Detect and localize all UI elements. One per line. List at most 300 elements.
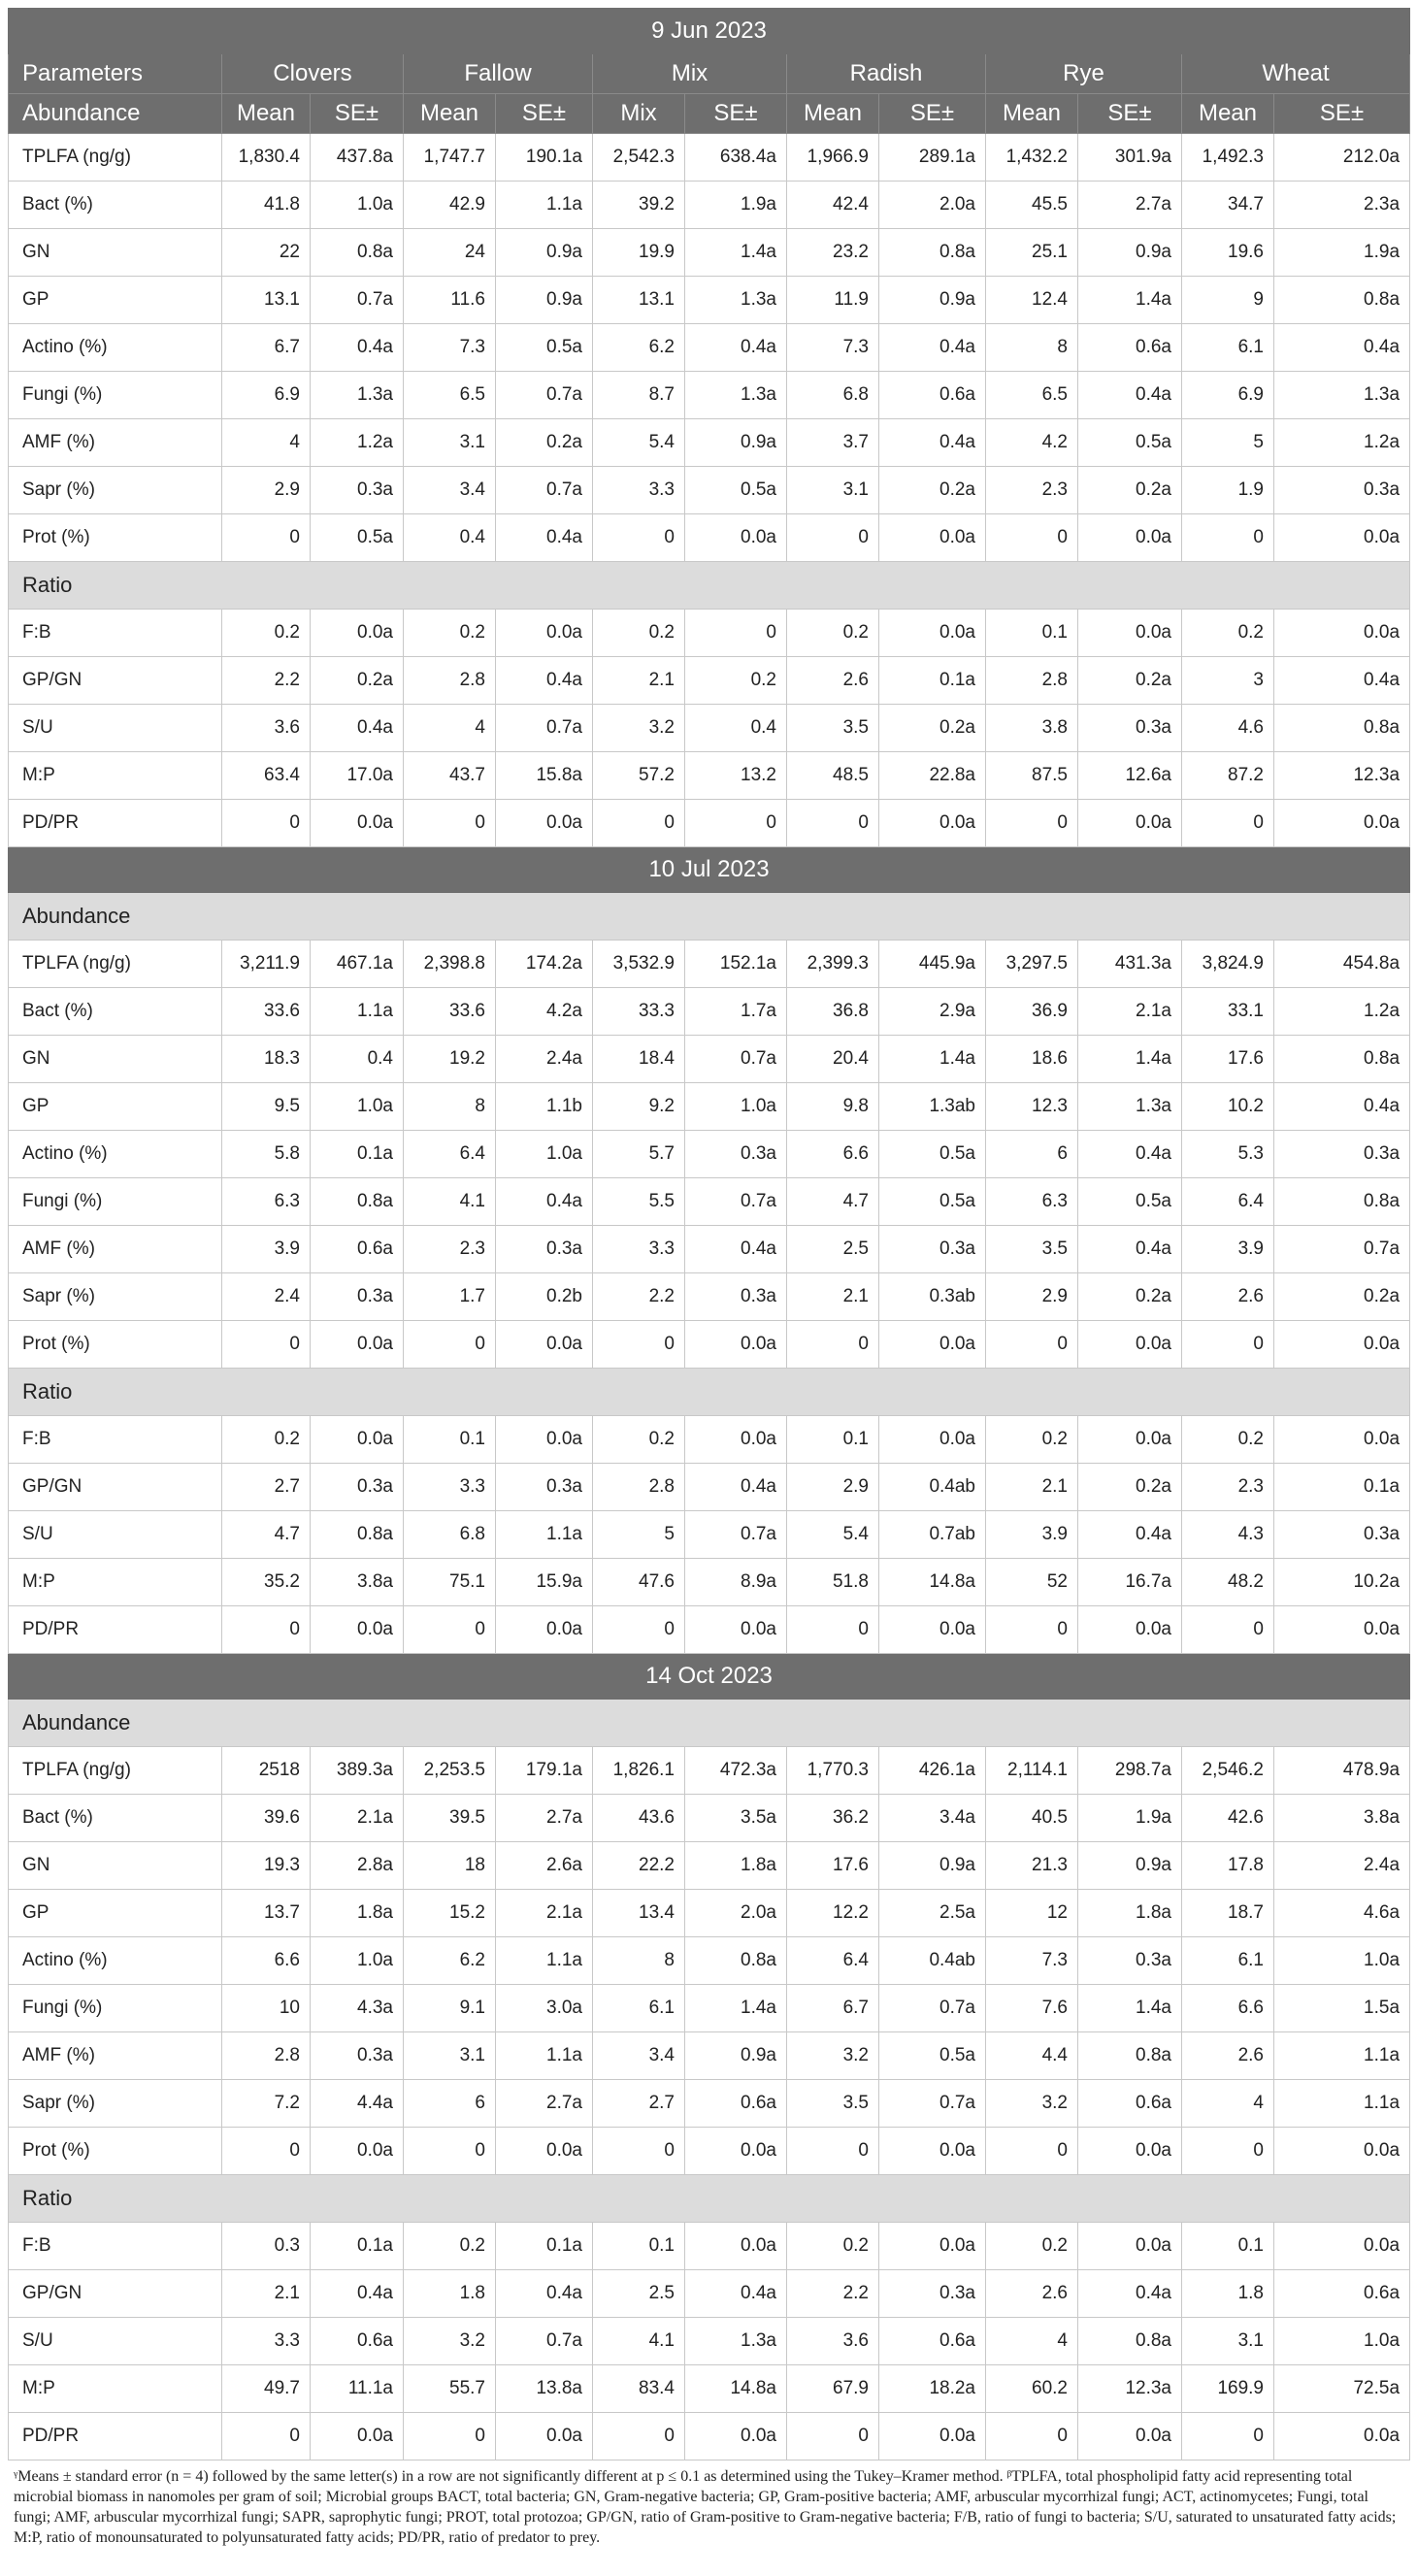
table-cell: 3.2 — [986, 2080, 1078, 2128]
table-cell: 0.3a — [1078, 705, 1182, 752]
table-cell: 2.1 — [593, 657, 685, 705]
table-cell: 11.1a — [311, 2365, 404, 2413]
table-cell: 3,532.9 — [593, 941, 685, 988]
table-cell: 4.1 — [404, 1178, 496, 1226]
table-cell: 1.4a — [1078, 1985, 1182, 2032]
table-cell: 0.4a — [879, 324, 986, 372]
table-cell: 8 — [986, 324, 1078, 372]
table-cell: 0 — [593, 1606, 685, 1654]
table-cell: 14.8a — [879, 1559, 986, 1606]
table-cell: 7.6 — [986, 1985, 1078, 2032]
table-cell: 12.3 — [986, 1083, 1078, 1131]
table-cell: 18.7 — [1182, 1890, 1274, 1937]
table-cell: 0.2 — [404, 2223, 496, 2270]
table-cell: 2.1a — [496, 1890, 593, 1937]
table-cell: 437.8a — [311, 134, 404, 182]
table-cell: 0.7a — [685, 1511, 787, 1559]
row-parameter: Prot (%) — [9, 2128, 222, 2175]
table-cell: 1,747.7 — [404, 134, 496, 182]
table-cell: 7.3 — [404, 324, 496, 372]
table-cell: 0.2 — [222, 610, 311, 657]
table-cell: 3.2 — [787, 2032, 879, 2080]
table-cell: 0.8a — [1274, 705, 1410, 752]
table-cell: 0 — [593, 2413, 685, 2460]
table-cell: 0.0a — [1078, 610, 1182, 657]
table-cell: 3,211.9 — [222, 941, 311, 988]
row-parameter: Sapr (%) — [9, 1273, 222, 1321]
table-row — [9, 2413, 1410, 2460]
table-cell: 1.3a — [1078, 1083, 1182, 1131]
table-cell: 4.7 — [787, 1178, 879, 1226]
row-parameter: M:P — [9, 752, 222, 800]
table-cell: 0.1a — [311, 2223, 404, 2270]
table-cell: 4.3a — [311, 1985, 404, 2032]
table-cell: 5 — [1182, 419, 1274, 467]
table-row — [9, 1226, 1410, 1273]
table-cell: 2.5 — [787, 1226, 879, 1273]
table-cell: 1.0a — [685, 1083, 787, 1131]
table-cell: 2,399.3 — [787, 941, 879, 988]
table-cell: 0 — [222, 514, 311, 562]
table-row — [9, 2270, 1410, 2318]
table-cell: 0.2a — [496, 419, 593, 467]
table-cell: 19.2 — [404, 1036, 496, 1083]
table-cell: 0.6a — [879, 372, 986, 419]
table-cell: 1.7 — [404, 1273, 496, 1321]
table-cell: 18.3 — [222, 1036, 311, 1083]
table-cell: 3.8a — [1274, 1795, 1410, 1842]
table-cell: 445.9a — [879, 941, 986, 988]
table-cell: 43.6 — [593, 1795, 685, 1842]
table-cell: 17.0a — [311, 752, 404, 800]
table-cell: 0.1a — [311, 1131, 404, 1178]
table-cell: 212.0a — [1274, 134, 1410, 182]
table-cell: 0 — [404, 2128, 496, 2175]
row-parameter: M:P — [9, 1559, 222, 1606]
table-cell: 0.8a — [1078, 2318, 1182, 2365]
table-cell: 17.8 — [1182, 1842, 1274, 1890]
table-cell: 1.9a — [1274, 229, 1410, 277]
table-row — [9, 1416, 1410, 1464]
table-cell: 19.9 — [593, 229, 685, 277]
table-cell: 41.8 — [222, 182, 311, 229]
table-cell: 60.2 — [986, 2365, 1078, 2413]
table-cell: 6.2 — [404, 1937, 496, 1985]
header-stat: SE± — [685, 94, 787, 134]
row-parameter: PD/PR — [9, 1606, 222, 1654]
table-cell: 0.3a — [685, 1273, 787, 1321]
table-cell: 1.1a — [1274, 2080, 1410, 2128]
table-cell: 1,492.3 — [1182, 134, 1274, 182]
table-cell: 0.0a — [685, 2223, 787, 2270]
table-cell: 1.9a — [1078, 1795, 1182, 1842]
table-cell: 0.6a — [1078, 324, 1182, 372]
table-cell: 0.2a — [1078, 1273, 1182, 1321]
table-cell: 0.8a — [1274, 1036, 1410, 1083]
row-parameter: F:B — [9, 610, 222, 657]
header-stat: Mean — [222, 94, 311, 134]
section-row — [9, 1700, 1410, 1747]
row-parameter: GN — [9, 229, 222, 277]
table-cell: 298.7a — [1078, 1747, 1182, 1795]
row-parameter: GP — [9, 1890, 222, 1937]
table-cell: 12.3a — [1078, 2365, 1182, 2413]
table-cell: 39.5 — [404, 1795, 496, 1842]
table-cell: 2.1a — [311, 1795, 404, 1842]
header-treatment: Rye — [986, 54, 1182, 94]
table-cell: 2,253.5 — [404, 1747, 496, 1795]
table-cell: 0.3 — [222, 2223, 311, 2270]
table-cell: 1.1a — [1274, 2032, 1410, 2080]
table-row — [9, 1842, 1410, 1890]
table-cell: 6.5 — [986, 372, 1078, 419]
table-cell: 4 — [1182, 2080, 1274, 2128]
table-cell: 6.7 — [222, 324, 311, 372]
table-row — [9, 1178, 1410, 1226]
table-cell: 0.0a — [1078, 800, 1182, 847]
table-cell: 35.2 — [222, 1559, 311, 1606]
table-cell: 0 — [593, 1321, 685, 1369]
table-row — [9, 2223, 1410, 2270]
table-cell: 0.4a — [685, 324, 787, 372]
table-cell: 9.5 — [222, 1083, 311, 1131]
data-table-container — [8, 8, 1409, 2548]
table-cell: 0 — [404, 1606, 496, 1654]
table-cell: 7.3 — [787, 324, 879, 372]
table-cell: 0.2a — [879, 705, 986, 752]
table-cell: 6.7 — [787, 1985, 879, 2032]
table-cell: 1.9 — [1182, 467, 1274, 514]
row-parameter: S/U — [9, 2318, 222, 2365]
table-cell: 0.0a — [879, 2223, 986, 2270]
table-cell: 1.2a — [311, 419, 404, 467]
table-cell: 0 — [787, 1606, 879, 1654]
table-cell: 0 — [222, 1321, 311, 1369]
table-cell: 1.0a — [496, 1131, 593, 1178]
table-cell: 0.0a — [685, 1321, 787, 1369]
header-stat: SE± — [1078, 94, 1182, 134]
table-cell: 6.1 — [1182, 1937, 1274, 1985]
table-cell: 1,830.4 — [222, 134, 311, 182]
table-cell: 0.2b — [496, 1273, 593, 1321]
table-cell: 0.7ab — [879, 1511, 986, 1559]
header-stat: Mean — [404, 94, 496, 134]
table-cell: 15.2 — [404, 1890, 496, 1937]
table-cell: 3.9 — [1182, 1226, 1274, 1273]
table-cell: 0.1 — [986, 610, 1078, 657]
table-cell: 0.7a — [496, 2318, 593, 2365]
table-cell: 15.9a — [496, 1559, 593, 1606]
table-cell: 6.8 — [787, 372, 879, 419]
table-cell: 2.6 — [986, 2270, 1078, 2318]
table-cell: 1.3ab — [879, 1083, 986, 1131]
table-row — [9, 2365, 1410, 2413]
table-row — [9, 800, 1410, 847]
table-cell: 12.4 — [986, 277, 1078, 324]
table-cell: 6.9 — [222, 372, 311, 419]
table-cell: 3.5 — [787, 2080, 879, 2128]
table-cell: 2.6 — [1182, 1273, 1274, 1321]
table-cell: 0.0a — [879, 1416, 986, 1464]
table-cell: 2.8 — [404, 657, 496, 705]
table-cell: 0 — [404, 1321, 496, 1369]
table-cell: 0.4a — [311, 2270, 404, 2318]
header-stat: Mean — [787, 94, 879, 134]
header-parameters: Parameters — [9, 54, 222, 94]
table-cell: 36.8 — [787, 988, 879, 1036]
table-cell: 1.4a — [685, 1985, 787, 2032]
header-stat: SE± — [879, 94, 986, 134]
table-cell: 3.9 — [986, 1511, 1078, 1559]
table-cell: 18.6 — [986, 1036, 1078, 1083]
table-cell: 0.0a — [879, 800, 986, 847]
table-cell: 6.6 — [1182, 1985, 1274, 2032]
table-cell: 1.0a — [1274, 2318, 1410, 2365]
table-cell: 0.9a — [685, 419, 787, 467]
row-parameter: F:B — [9, 1416, 222, 1464]
table-cell: 1.4a — [685, 229, 787, 277]
table-cell: 0 — [1182, 514, 1274, 562]
table-cell: 7.3 — [986, 1937, 1078, 1985]
table-cell: 0.4a — [1078, 372, 1182, 419]
table-cell: 10 — [222, 1985, 311, 2032]
table-cell: 0.2a — [1078, 1464, 1182, 1511]
date-row — [9, 847, 1410, 893]
table-cell: 4.7 — [222, 1511, 311, 1559]
table-row — [9, 1464, 1410, 1511]
table-cell: 431.3a — [1078, 941, 1182, 988]
table-cell: 67.9 — [787, 2365, 879, 2413]
table-cell: 1.1a — [496, 2032, 593, 2080]
table-row — [9, 1511, 1410, 1559]
table-cell: 0 — [787, 2128, 879, 2175]
table-cell: 2.2 — [787, 2270, 879, 2318]
table-cell: 3.0a — [496, 1985, 593, 2032]
header-row-treatments — [9, 54, 1410, 94]
table-cell: 2.2 — [222, 657, 311, 705]
results-table — [8, 8, 1410, 2460]
table-cell: 0.3ab — [879, 1273, 986, 1321]
table-cell: 13.2 — [685, 752, 787, 800]
table-cell: 4.4 — [986, 2032, 1078, 2080]
header-abundance: Abundance — [9, 94, 222, 134]
table-cell: 0.2a — [879, 467, 986, 514]
table-cell: 0 — [593, 800, 685, 847]
table-cell: 19.3 — [222, 1842, 311, 1890]
table-cell: 2.2 — [593, 1273, 685, 1321]
table-cell: 8 — [593, 1937, 685, 1985]
table-cell: 22.8a — [879, 752, 986, 800]
table-cell: 0 — [787, 1321, 879, 1369]
table-row — [9, 419, 1410, 467]
header-treatment: Wheat — [1182, 54, 1410, 94]
table-cell: 0.2 — [593, 610, 685, 657]
header-stat: SE± — [311, 94, 404, 134]
table-cell: 0.7a — [879, 1985, 986, 2032]
table-cell: 0 — [1182, 2128, 1274, 2175]
table-cell: 0.4 — [311, 1036, 404, 1083]
table-cell: 0.5a — [685, 467, 787, 514]
table-cell: 0.2 — [1182, 610, 1274, 657]
table-cell: 0.4a — [879, 419, 986, 467]
table-cell: 1,770.3 — [787, 1747, 879, 1795]
table-cell: 0.0a — [311, 800, 404, 847]
table-cell: 6 — [404, 2080, 496, 2128]
date-row — [9, 9, 1410, 54]
section-row — [9, 1369, 1410, 1416]
header-treatment: Mix — [593, 54, 787, 94]
table-cell: 0.0a — [311, 2128, 404, 2175]
table-cell: 9.8 — [787, 1083, 879, 1131]
table-cell: 0.0a — [1274, 1606, 1410, 1654]
table-row — [9, 324, 1410, 372]
table-cell: 0.2 — [222, 1416, 311, 1464]
table-cell: 0.0a — [879, 2413, 986, 2460]
header-treatment: Clovers — [222, 54, 404, 94]
table-cell: 2,398.8 — [404, 941, 496, 988]
table-cell: 1.4a — [1078, 1036, 1182, 1083]
table-cell: 190.1a — [496, 134, 593, 182]
table-cell: 3.6 — [222, 705, 311, 752]
table-cell: 3.5 — [787, 705, 879, 752]
table-cell: 0 — [1182, 1321, 1274, 1369]
table-cell: 3.1 — [404, 2032, 496, 2080]
table-cell: 0.7a — [496, 467, 593, 514]
table-cell: 0.5a — [879, 1178, 986, 1226]
table-cell: 13.7 — [222, 1890, 311, 1937]
table-cell: 12.3a — [1274, 752, 1410, 800]
table-cell: 0.1 — [787, 1416, 879, 1464]
row-parameter: Actino (%) — [9, 324, 222, 372]
table-cell: 0.7a — [496, 372, 593, 419]
table-cell: 33.3 — [593, 988, 685, 1036]
header-row-stats — [9, 94, 1410, 134]
table-cell: 0.2 — [986, 2223, 1078, 2270]
table-cell: 0.3a — [1274, 1511, 1410, 1559]
table-cell: 1.0a — [1274, 1937, 1410, 1985]
table-cell: 0.7a — [1274, 1226, 1410, 1273]
table-cell: 0.5a — [1078, 419, 1182, 467]
table-cell: 0 — [593, 2128, 685, 2175]
header-stat: Mix — [593, 94, 685, 134]
row-parameter: Fungi (%) — [9, 372, 222, 419]
table-cell: 0 — [1182, 800, 1274, 847]
table-cell: 2518 — [222, 1747, 311, 1795]
table-cell: 4 — [986, 2318, 1078, 2365]
table-cell: 0.9a — [496, 229, 593, 277]
table-cell: 289.1a — [879, 134, 986, 182]
table-cell: 36.2 — [787, 1795, 879, 1842]
table-cell: 0.8a — [685, 1937, 787, 1985]
table-cell: 45.5 — [986, 182, 1078, 229]
table-row — [9, 467, 1410, 514]
table-cell: 0.4a — [311, 705, 404, 752]
table-cell: 13.4 — [593, 1890, 685, 1937]
section-title: Ratio — [9, 562, 1410, 610]
table-cell: 0.6a — [1078, 2080, 1182, 2128]
table-cell: 1.1b — [496, 1083, 593, 1131]
row-parameter: AMF (%) — [9, 1226, 222, 1273]
table-cell: 17.6 — [787, 1842, 879, 1890]
table-cell: 0.7a — [496, 705, 593, 752]
table-cell: 638.4a — [685, 134, 787, 182]
table-cell: 10.2 — [1182, 1083, 1274, 1131]
table-cell: 5.7 — [593, 1131, 685, 1178]
table-cell: 2.1 — [787, 1273, 879, 1321]
table-cell: 1.3a — [685, 372, 787, 419]
table-cell: 12.6a — [1078, 752, 1182, 800]
table-cell: 3.7 — [787, 419, 879, 467]
table-cell: 2.7a — [496, 1795, 593, 1842]
table-cell: 2.8 — [986, 657, 1078, 705]
row-parameter: Actino (%) — [9, 1131, 222, 1178]
table-cell: 0 — [1182, 2413, 1274, 2460]
table-cell: 0.0a — [879, 514, 986, 562]
table-cell: 0.9a — [1078, 229, 1182, 277]
table-cell: 33.6 — [222, 988, 311, 1036]
table-cell: 3.6 — [787, 2318, 879, 2365]
table-cell: 0.0a — [1078, 1321, 1182, 1369]
table-cell: 6.3 — [986, 1178, 1078, 1226]
table-cell: 0.6a — [879, 2318, 986, 2365]
table-cell: 2.0a — [879, 182, 986, 229]
table-cell: 0.0a — [311, 610, 404, 657]
date-label: 9 Jun 2023 — [9, 9, 1410, 54]
table-cell: 3,297.5 — [986, 941, 1078, 988]
table-cell: 0 — [1182, 1606, 1274, 1654]
table-cell: 24 — [404, 229, 496, 277]
table-row — [9, 941, 1410, 988]
table-cell: 0.8a — [1078, 2032, 1182, 2080]
table-cell: 13.1 — [593, 277, 685, 324]
table-cell: 0.0a — [496, 2128, 593, 2175]
table-cell: 0 — [222, 800, 311, 847]
section-row — [9, 893, 1410, 941]
table-cell: 3.4 — [404, 467, 496, 514]
table-cell: 12.2 — [787, 1890, 879, 1937]
table-cell: 49.7 — [222, 2365, 311, 2413]
table-cell: 13.1 — [222, 277, 311, 324]
table-cell: 0.0a — [879, 610, 986, 657]
table-cell: 0.4a — [496, 1178, 593, 1226]
table-cell: 152.1a — [685, 941, 787, 988]
table-cell: 0.0a — [685, 1606, 787, 1654]
table-cell: 0.7a — [879, 2080, 986, 2128]
table-cell: 3.5a — [685, 1795, 787, 1842]
table-row — [9, 182, 1410, 229]
table-cell: 174.2a — [496, 941, 593, 988]
table-cell: 2.5a — [879, 1890, 986, 1937]
table-cell: 3,824.9 — [1182, 941, 1274, 988]
table-cell: 43.7 — [404, 752, 496, 800]
table-cell: 3.5 — [986, 1226, 1078, 1273]
row-parameter: F:B — [9, 2223, 222, 2270]
table-cell: 0 — [787, 800, 879, 847]
row-parameter: Fungi (%) — [9, 1985, 222, 2032]
table-cell: 0.2 — [685, 657, 787, 705]
table-cell: 1,966.9 — [787, 134, 879, 182]
table-cell: 3.1 — [404, 419, 496, 467]
table-cell: 1.2a — [1274, 419, 1410, 467]
table-row — [9, 277, 1410, 324]
table-cell: 3.4a — [879, 1795, 986, 1842]
date-row — [9, 1654, 1410, 1700]
table-cell: 2.7a — [1078, 182, 1182, 229]
row-parameter: Bact (%) — [9, 182, 222, 229]
table-cell: 57.2 — [593, 752, 685, 800]
table-cell: 1.7a — [685, 988, 787, 1036]
table-cell: 1.9a — [685, 182, 787, 229]
